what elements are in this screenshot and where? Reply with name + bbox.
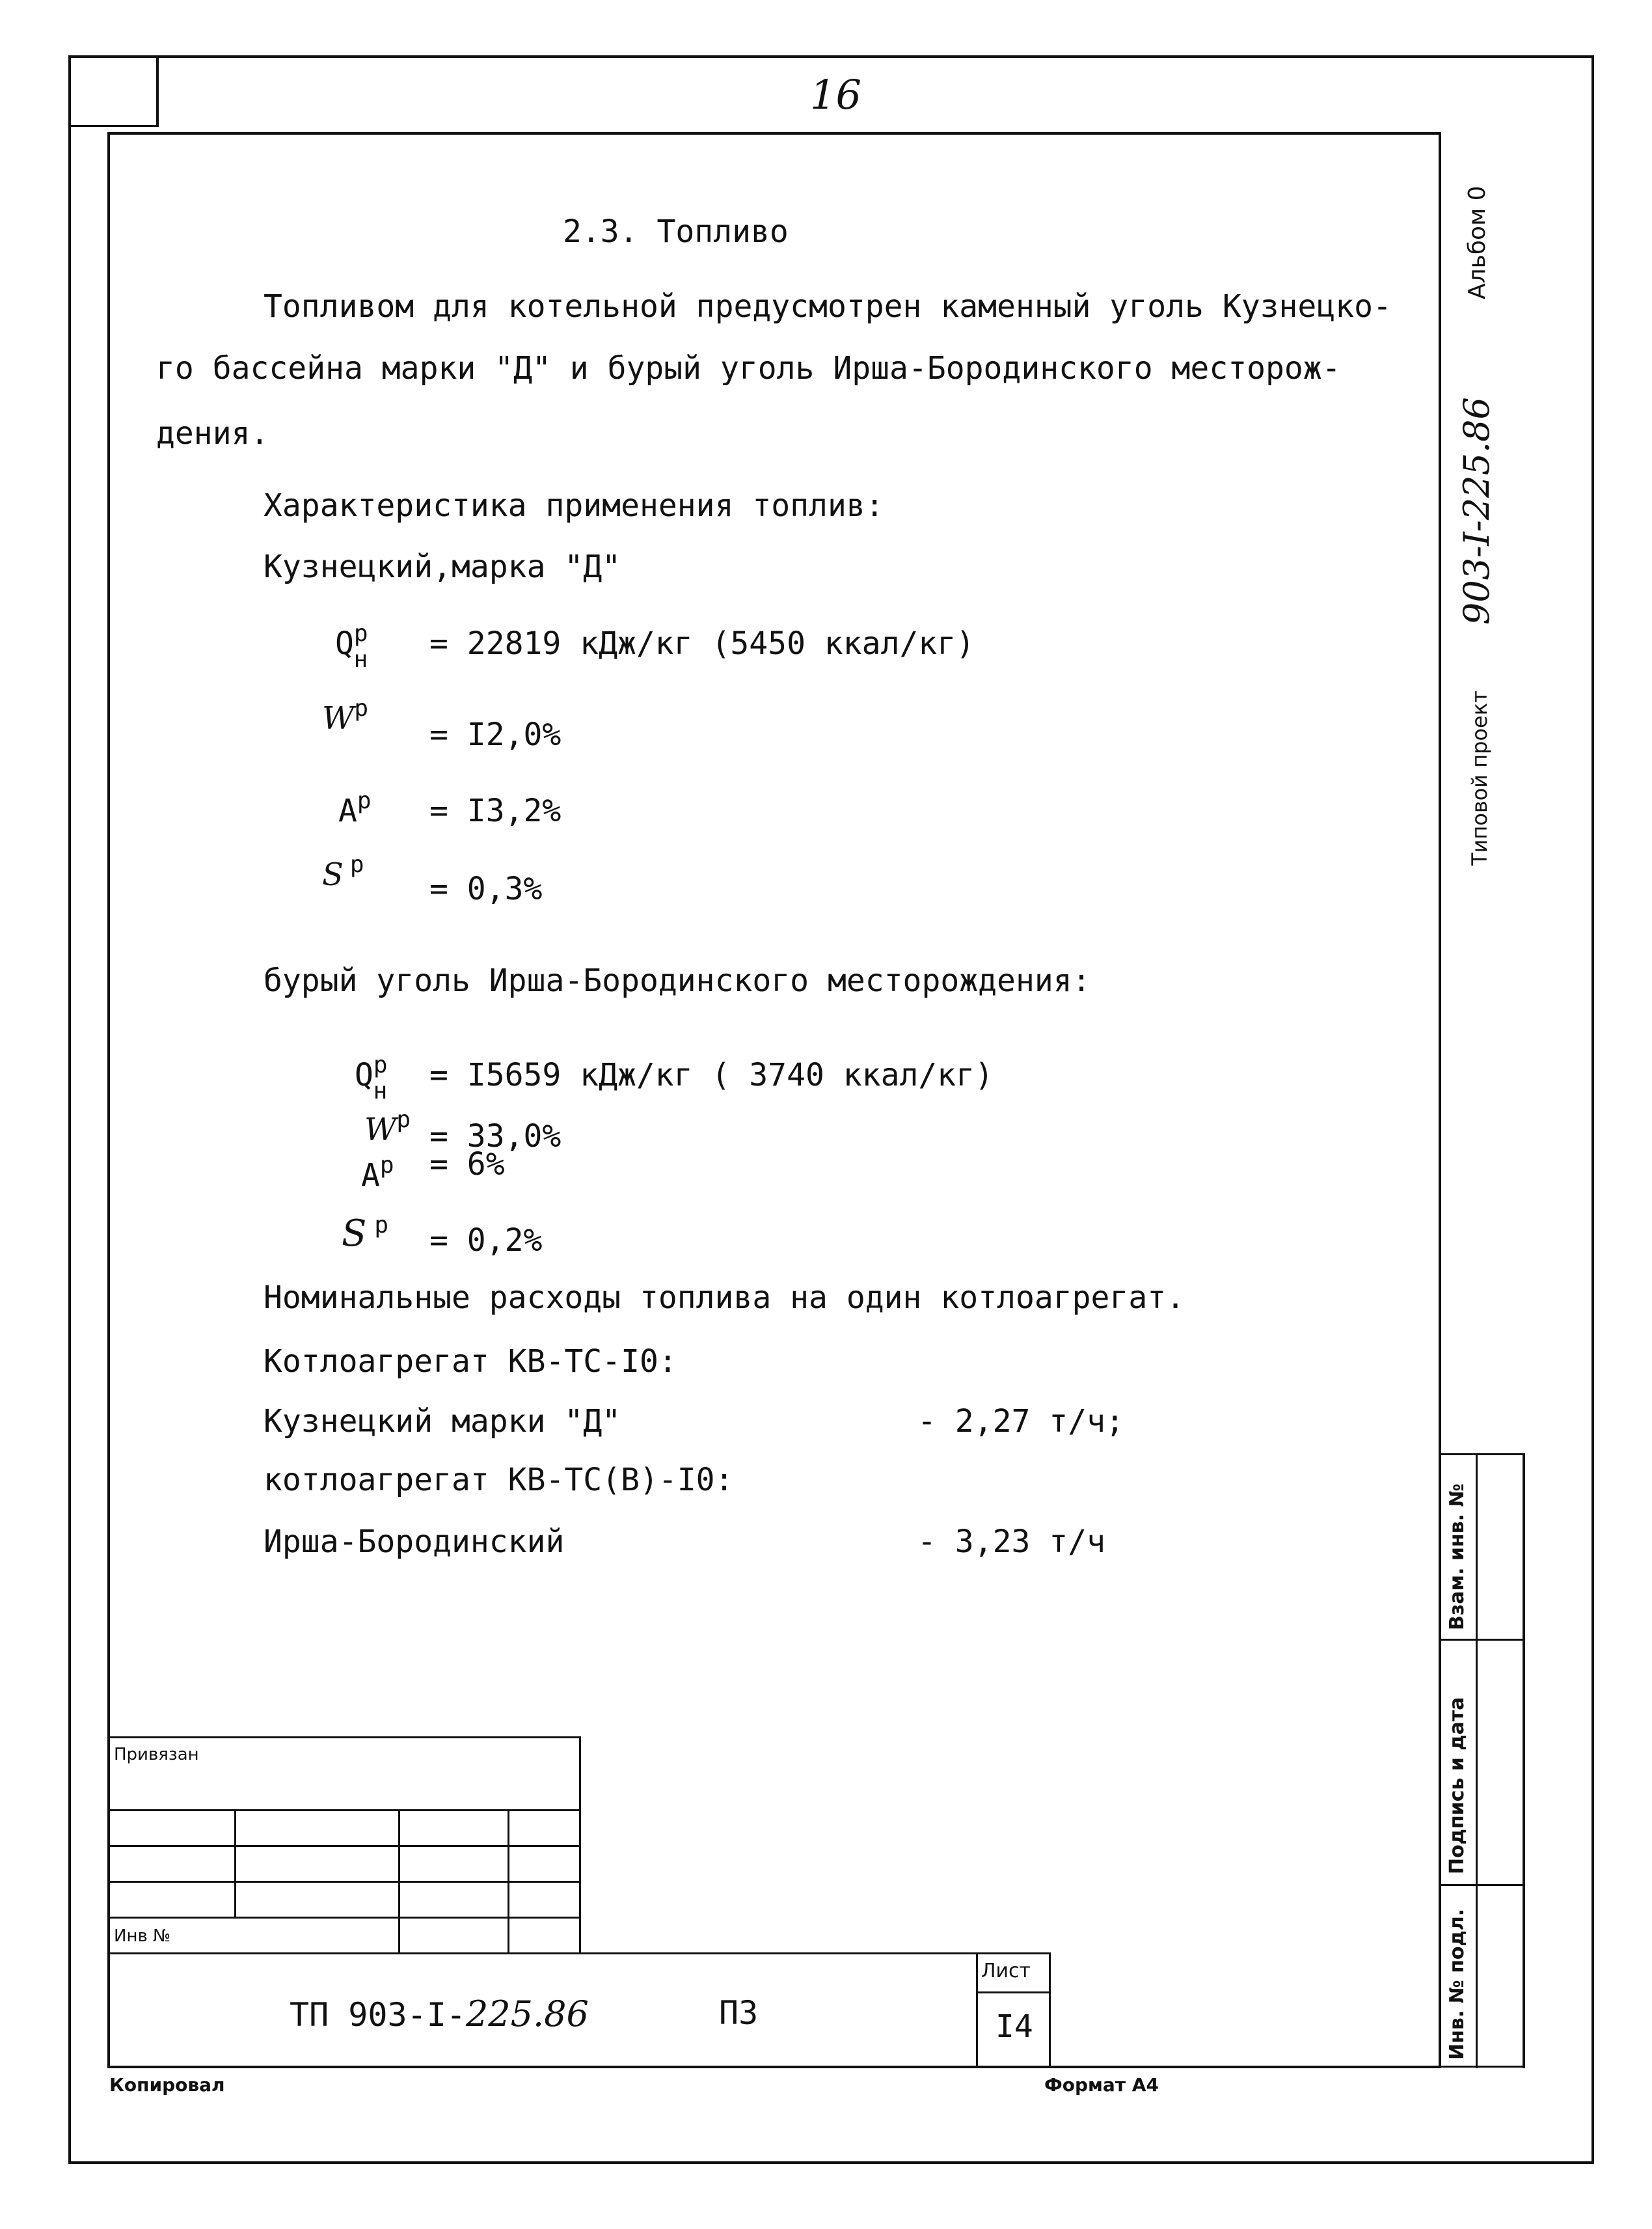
side-stamp-div1 [1439,1639,1525,1641]
intro-line-3: дения. [156,415,269,452]
boiler1-fuel: Кузнецкий марки "Д" [264,1403,621,1440]
kuz-s-value: = 0,3% [429,871,543,907]
privyazan-col3 [508,1809,509,1952]
inner-frame-left [107,132,110,2068]
boiler2-rate: - 3,23 т/ч [917,1524,1105,1560]
inv-no-label: Инв № [114,1926,171,1946]
kuz-a-symbol: $A^р$ [338,787,372,829]
outer-frame-top [68,55,1594,58]
list-box-mid [976,1991,1051,1993]
project-code: 903-I-225.86 [1456,397,1497,625]
irsha-s-value: = 0,2% [429,1222,543,1259]
title-block-top [107,1952,1051,1954]
doc-code: ТП 903-I-225.86 [290,1993,589,2034]
irsha-w-value: = 33,0% [429,1118,562,1155]
privyazan-row1 [107,1809,581,1811]
corner-box-right [156,55,159,127]
boiler1-heading: Котлоагрегат КВ-ТС-I0: [264,1343,677,1380]
intro-line-2: го бассейна марки "Д" и бурый уголь Ирша-Бородинского месторож- [156,350,1341,387]
fuel-char-heading: Характеристика применения топлив: [264,487,884,524]
outer-frame-right [1591,55,1594,2164]
list-label: Лист [981,1960,1031,1982]
privyazan-top [107,1736,581,1738]
kopiroval-label: Копировал [109,2074,225,2096]
corner-box-bottom [68,125,156,127]
privyazan-label: Привязан [114,1745,199,1764]
boiler2-heading: котлоагрегат КВ-ТС(В)-I0: [264,1462,734,1498]
privyazan-col1 [234,1809,236,1917]
kuz-w-value: = I2,0% [429,717,562,753]
list-box-left [976,1952,978,2066]
side-stamp-right [1523,1453,1525,2068]
outer-frame-bottom [68,2161,1594,2164]
privyazan-row4 [107,1917,581,1919]
irsha-a-symbol: $A^р$ [361,1152,394,1194]
side-stamp-top [1439,1453,1525,1455]
nominal-heading: Номинальные расходы топлива на один котлоагрегат. [264,1279,1185,1316]
kuz-q-value: = 22819 кДж/кг (5450 ккал/кг) [429,625,975,662]
outer-frame-left [68,55,71,2164]
project-label: Типовой проект [1467,691,1492,866]
irsha-heading: бурый уголь Ирша-Бородинского месторождения: [264,963,1091,999]
section-heading: 2.3. Топливо [563,213,789,250]
kuz-a-value: = I3,2% [429,793,562,829]
privyazan-row2 [107,1845,581,1847]
side-stamp-mid [1476,1453,1478,2068]
privyazan-row3 [107,1881,581,1883]
inner-frame-bottom [107,2066,1441,2068]
page-number: 16 [810,71,861,118]
boiler2-fuel: Ирша-Бородинский [264,1524,565,1560]
intro-line-1: Топливом для котельной предусмотрен каменный уголь Кузнецко- [264,288,1392,325]
podpis-data-label: Подпись и дата [1446,1697,1469,1874]
irsha-q-symbol: $Q^р_н$ [355,1052,388,1104]
inv-podl-label: Инв. № подл. [1446,1908,1469,2060]
doc-type: ПЗ [719,1994,759,2032]
irsha-w-symbol: $W^р$ [364,1106,411,1148]
format-label: Формат А4 [1044,2074,1159,2096]
kuz-s-symbol: S $^р$ [322,851,364,893]
kuz-w-symbol: $W^р$ [322,695,369,737]
kuz-heading: Кузнецкий,марка "Д" [264,549,621,585]
side-stamp-bottom [1439,2066,1525,2068]
list-number: I4 [995,2008,1033,2045]
boiler1-rate: - 2,27 т/ч; [917,1403,1124,1440]
inner-frame-top [107,132,1441,135]
irsha-s-symbol: S $^р$ [342,1212,389,1255]
privyazan-col2 [398,1809,400,1952]
side-stamp-div2 [1439,1884,1525,1886]
irsha-a-value: = 6% [429,1146,505,1183]
side-stamp-left [1439,1453,1441,2068]
list-box-right [1049,1952,1051,2066]
album-label: Альбом 0 [1464,185,1491,299]
irsha-q-value: = I5659 кДж/кг ( 3740 ккал/кг) [429,1057,994,1093]
vzam-inv-label: Взам. инв. № [1446,1483,1469,1630]
kuz-q-symbol: $Q^р_н$ [335,620,368,673]
